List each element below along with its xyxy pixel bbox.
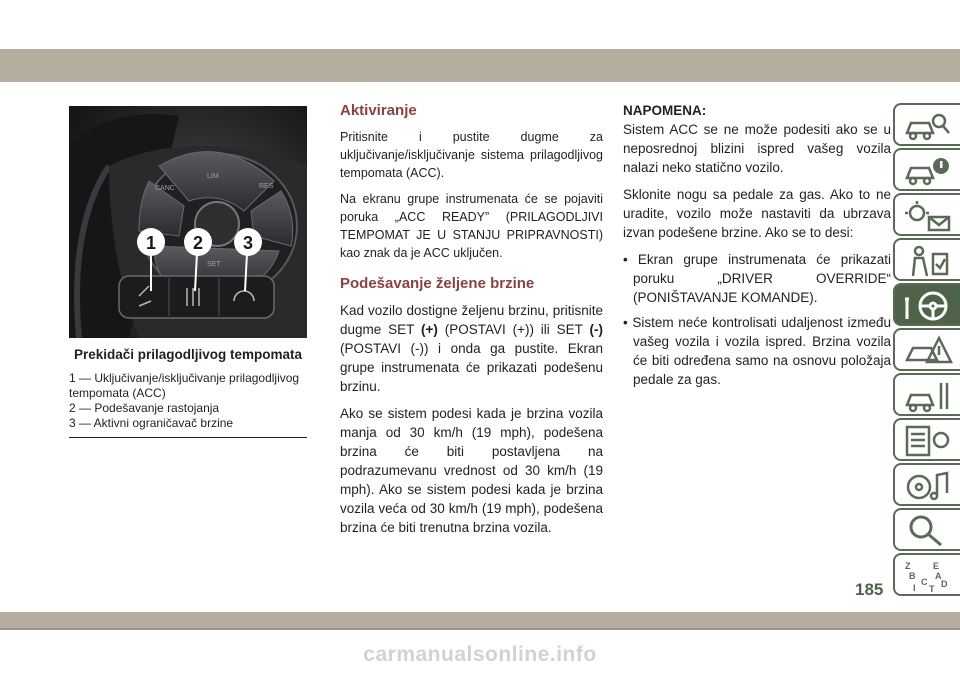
watermark: carmanualsonline.info xyxy=(363,643,597,666)
tab-search[interactable] xyxy=(893,508,960,551)
index-letter-b: B xyxy=(909,571,916,581)
tab-car-info[interactable] xyxy=(893,148,960,191)
paragraph-activation-1: Pritisnite i pustite dugme za uključivanje/isključivanje sistema prilagodljivog tempomata (ACC). xyxy=(340,130,603,180)
index-letter-z: Z xyxy=(905,561,911,571)
footer-band-shadow xyxy=(0,628,960,630)
specs-icon xyxy=(903,424,953,458)
search-icon xyxy=(903,514,953,548)
tab-warning-lights[interactable] xyxy=(893,193,960,236)
note-text: Sistem ACC se ne može podesiti ako se u neposrednoj blizini ispred vašeg vozila nalazi neko statično vozilo. xyxy=(623,122,891,175)
car-info-icon xyxy=(903,154,953,188)
index-letter-a: A xyxy=(935,571,942,581)
note-heading: NAPOMENA: xyxy=(623,103,707,118)
canc-label: CANC xyxy=(155,185,175,192)
set-speed-text-c: (POSTAVI (-)) i onda ga pustite. Ekran grupe instrumenata će prikazati podešenu brzinu. xyxy=(340,341,603,394)
tab-specifications[interactable] xyxy=(893,418,960,461)
tab-service[interactable] xyxy=(893,373,960,416)
index-letter-e: E xyxy=(933,561,940,571)
paragraph-speed-default: Ako se sistem podesi kada je brzina vozila manja od 30 km/h (19 mph), podešena brzina će biti postavljena na podrazumevanu vrednost od 30 km/h (19 mph). Ako se sistem podesi kada je brzina vozila veća od 30 km/h (19 mph), podešena brzina će biti trenutna brzina vozila. xyxy=(340,406,603,535)
callout-3-label: 3 xyxy=(242,233,254,253)
heading-activation: Aktiviranje xyxy=(340,102,417,119)
heading-set-speed: Podešavanje željene brzine xyxy=(340,275,535,292)
legend-item-2: 2 — Podešavanje rastojanja xyxy=(69,401,220,415)
paragraph-set-speed xyxy=(340,301,603,396)
res-label: RES xyxy=(259,183,274,190)
set-label: SET xyxy=(207,261,221,268)
set-speed-text-b: (POSTAVI (+)) ili SET xyxy=(437,322,590,337)
car-service-icon xyxy=(903,379,953,413)
tab-multimedia[interactable] xyxy=(893,463,960,506)
tab-car-search[interactable] xyxy=(893,103,960,146)
paragraph-accelerator: Sklonite nogu sa pedale za gas. Ako to ne uradite, vozilo može nastaviti da ubrzava izvan podešene brzine. Ako se to desi: xyxy=(623,187,891,240)
cruise-control-switches-figure xyxy=(69,106,307,338)
paragraph-activation-2: Na ekranu grupe instrumenata će se pojaviti poruka „ACC READY” (PRILAGODLJIVI TEMPOMAT JE U STANJU PRIPRAVNOSTI) kao znak da je ACC uključen. xyxy=(340,192,603,260)
index-letter-c: C xyxy=(921,577,928,587)
hazard-icon xyxy=(903,334,953,368)
steering-wheel-icon xyxy=(903,289,953,323)
callout-2-label: 2 xyxy=(192,233,204,253)
set-minus-label: (-) xyxy=(589,322,604,337)
bullet-distance-control: • Sistem neće kontrolisati udaljenost između vašeg vozila i vozila ispred. Brzina vozila će biti određena samo na osnovu položaja pedale za gas. xyxy=(623,315,891,387)
bullet-driver-override: • Ekran grupe instrumenata će prikazati poruku „DRIVER OVERRIDE“ (PONIŠTAVANJE KOMANDE). xyxy=(623,252,891,305)
footer-band xyxy=(0,612,960,628)
warning-lights-icon xyxy=(903,199,953,233)
header-band xyxy=(0,49,960,82)
lim-label: LIM xyxy=(207,173,219,180)
page-number: 185 xyxy=(855,580,884,599)
callout-1-label: 1 xyxy=(145,233,157,253)
car-search-icon xyxy=(903,109,953,143)
right-column xyxy=(623,101,891,395)
figure-title: Prekidači prilagodljivog tempomata xyxy=(73,347,303,362)
index-icon xyxy=(903,559,953,593)
tab-starting-operating[interactable] xyxy=(893,283,960,326)
legend-divider xyxy=(69,437,307,438)
legend-item-1: 1 — Uključivanje/isključivanje prilagodljivog tempomata (ACC) xyxy=(69,371,300,400)
tab-emergency[interactable] xyxy=(893,328,960,371)
multimedia-icon xyxy=(903,469,953,503)
middle-column xyxy=(340,101,603,545)
set-speed-text-a: Kad vozilo dostigne željenu brzinu, pritisnite dugme SET xyxy=(340,303,603,337)
tab-index[interactable] xyxy=(893,553,960,596)
legend-item-3: 3 — Aktivni ograničavač brzine xyxy=(69,416,234,430)
index-letter-d: D xyxy=(941,579,948,589)
index-letter-t: T xyxy=(929,584,935,593)
set-plus-label: (+) xyxy=(421,322,438,337)
index-letter-i: I xyxy=(913,583,916,593)
tab-safety[interactable] xyxy=(893,238,960,281)
safety-icon xyxy=(903,244,953,278)
figure-legend xyxy=(69,371,307,431)
